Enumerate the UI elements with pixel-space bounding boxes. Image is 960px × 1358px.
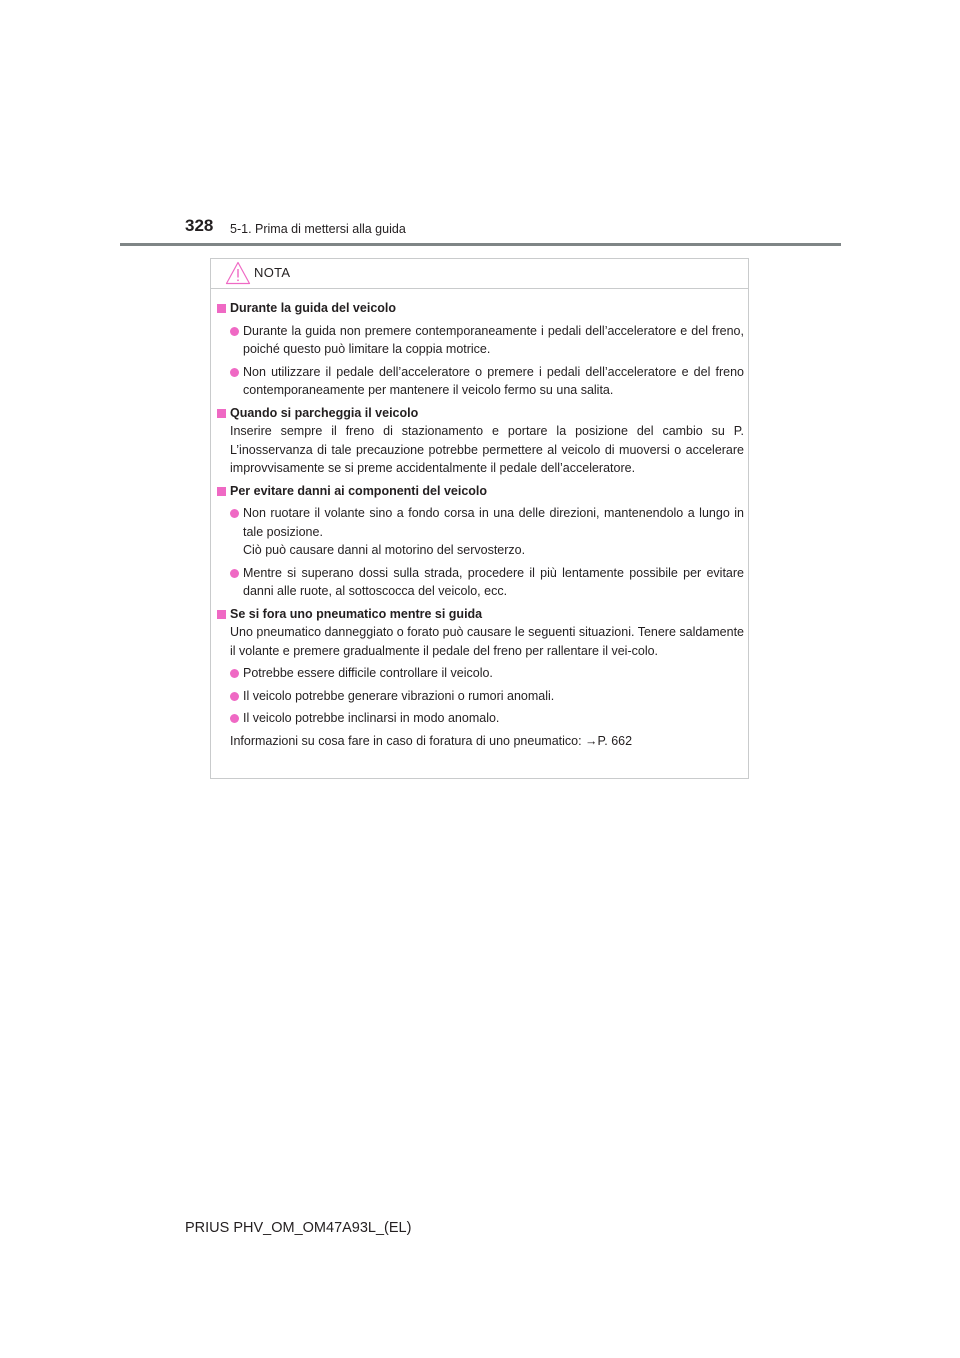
page-number: 328 <box>185 216 214 235</box>
dot-bullet-icon <box>230 669 239 678</box>
list-item-text: Non utilizzare il pedale dell’acceleratore o premere i pedali dell’acceleratore e del freno contemporaneamente per mantenere il veicolo fermo su una salita. <box>243 364 744 397</box>
notice-label: NOTA <box>254 265 291 280</box>
document-code: PRIUS PHV_OM_OM47A93L_(EL) <box>185 1220 412 1236</box>
header-rule <box>120 243 841 246</box>
dot-bullet-icon <box>230 327 239 336</box>
section-heading-text: Quando si parcheggia il veicolo <box>230 405 419 420</box>
notice-body <box>217 299 744 750</box>
dot-bullet-icon <box>230 569 239 578</box>
list-item-text: Mentre si superano dossi sulla strada, procedere il più lentamente possibile per evitare danni alle ruote, al sottoscocca del veicolo, ecc. <box>243 565 744 598</box>
list-item <box>217 322 744 359</box>
section-paragraph: Inserire sempre il freno di stazionamento e portare la posizione del cambio su P. L’inosservanza di tale precauzione potrebbe permettere al veicolo di muoversi o accelerare improvvisamente se si preme accidentalmente il pedale dell’acceleratore. <box>230 424 744 475</box>
list-item-text: Durante la guida non premere contemporaneamente i pedali dell’acceleratore e del freno, poiché questo può limitare la coppia motrice. <box>243 323 744 356</box>
section-paragraph: Uno pneumatico danneggiato o forato può causare le seguenti situazioni. Tenere saldamente il volante e premere gradualmente il pedale del freno per rallentare il vei-colo. <box>230 625 745 658</box>
notice-box <box>210 258 749 779</box>
section-heading-text: Per evitare danni ai componenti del veicolo <box>230 483 488 498</box>
list-item-text: Il veicolo potrebbe inclinarsi in modo anomalo. <box>243 711 500 725</box>
section-heading <box>217 299 744 318</box>
dot-bullet-icon <box>230 714 239 723</box>
section-heading <box>217 605 744 624</box>
section-heading <box>217 404 744 423</box>
list-item <box>217 363 744 400</box>
list-item-text: Il veicolo potrebbe generare vibrazioni o rumori anomali. <box>243 688 555 703</box>
list-item-extra-text: Ciò può causare danni al motorino del servosterzo. <box>243 543 526 557</box>
list-item-text: Potrebbe essere difficile controllare il veicolo. <box>243 666 493 680</box>
square-bullet-icon <box>217 610 226 619</box>
square-bullet-icon <box>217 487 226 496</box>
list-item <box>217 564 744 601</box>
square-bullet-icon <box>217 304 226 313</box>
list-item <box>217 687 744 706</box>
section-heading-text: Se si fora uno pneumatico mentre si guida <box>230 606 483 621</box>
list-item <box>217 504 744 560</box>
list-item <box>217 709 744 728</box>
dot-bullet-icon <box>230 368 239 377</box>
list-item-text: Non ruotare il volante sino a fondo corsa in una delle direzioni, mantenendolo a lungo in tale posizione. <box>243 506 744 539</box>
section-title: 5-1. Prima di mettersi alla guida <box>230 222 406 236</box>
section-heading-text: Durante la guida del veicolo <box>230 301 397 315</box>
warning-triangle-icon <box>225 261 251 285</box>
square-bullet-icon <box>217 409 226 418</box>
list-item <box>217 664 744 683</box>
dot-bullet-icon <box>230 509 239 518</box>
notice-header <box>211 259 748 289</box>
section-heading <box>217 482 744 501</box>
cross-reference: Informazioni su cosa fare in caso di foratura di uno pneumatico: →P. 662 <box>230 733 633 748</box>
dot-bullet-icon <box>230 692 239 701</box>
